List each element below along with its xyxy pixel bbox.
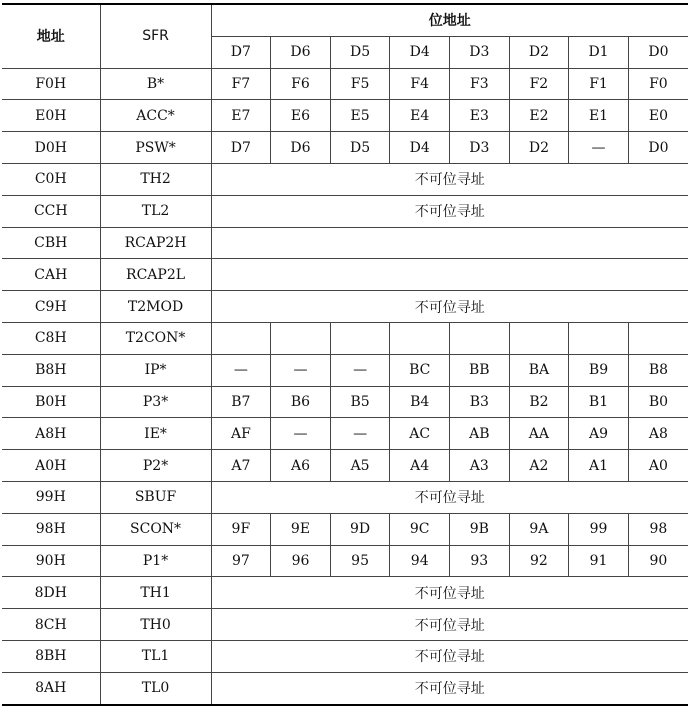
bit-cell: [271, 322, 331, 354]
bit-cell: —: [569, 132, 629, 164]
bit-header: D2: [509, 36, 569, 68]
bit-cell: —: [330, 418, 390, 450]
bit-cell: B7: [211, 386, 271, 418]
bit-cell: —: [211, 354, 271, 386]
bit-cell: AB: [450, 418, 510, 450]
bit-cell: [628, 322, 688, 354]
sfr-cell: PSW*: [100, 132, 211, 164]
bit-header: D6: [271, 36, 331, 68]
addr-cell: B0H: [2, 386, 100, 418]
not-bit-addressable-cell: 不可位寻址: [211, 481, 688, 513]
bit-cell: B6: [271, 386, 331, 418]
bit-cell: B2: [509, 386, 569, 418]
bit-cell: 9C: [390, 513, 450, 545]
table-row: [2, 68, 688, 100]
sfr-cell: ACC*: [100, 100, 211, 132]
table-row: [2, 195, 688, 227]
bit-cell: 95: [330, 545, 390, 577]
header-row-1: [2, 4, 688, 36]
table-row: [2, 386, 688, 418]
bit-cell: 98: [628, 513, 688, 545]
addr-cell: B8H: [2, 354, 100, 386]
addr-cell: CCH: [2, 195, 100, 227]
table-row: [2, 163, 688, 195]
addr-cell: CBH: [2, 227, 100, 259]
sfr-cell: RCAP2L: [100, 259, 211, 291]
bit-cell: D0: [628, 132, 688, 164]
sfr-cell: RCAP2H: [100, 227, 211, 259]
table-row: [2, 672, 688, 704]
bit-cell: F3: [450, 68, 510, 100]
addr-cell: D0H: [2, 132, 100, 164]
sfr-cell: SBUF: [100, 481, 211, 513]
bit-cell: D4: [390, 132, 450, 164]
not-bit-addressable-cell: 不可位寻址: [211, 609, 688, 641]
sfr-cell: TH1: [100, 577, 211, 609]
bit-cell: —: [271, 354, 331, 386]
not-bit-addressable-cell: 不可位寻址: [211, 163, 688, 195]
bit-cell: 9F: [211, 513, 271, 545]
bit-cell: B1: [569, 386, 629, 418]
bit-cell: 91: [569, 545, 629, 577]
bit-cell: BC: [390, 354, 450, 386]
addr-cell: C0H: [2, 163, 100, 195]
bit-header: D5: [330, 36, 390, 68]
bit-cell: 92: [509, 545, 569, 577]
sfr-cell: B*: [100, 68, 211, 100]
bit-cell: F7: [211, 68, 271, 100]
not-bit-addressable-cell: 不可位寻址: [211, 291, 688, 323]
table-body: [2, 4, 688, 705]
bit-cell: E5: [330, 100, 390, 132]
addr-cell: E0H: [2, 100, 100, 132]
bit-cell: [569, 322, 629, 354]
bit-cell: A8: [628, 418, 688, 450]
bit-cell: F1: [569, 68, 629, 100]
bit-cell: F5: [330, 68, 390, 100]
bit-cell: D2: [509, 132, 569, 164]
sfr-cell: P1*: [100, 545, 211, 577]
bit-cell: F2: [509, 68, 569, 100]
sfr-cell: T2MOD: [100, 291, 211, 323]
bit-cell: —: [330, 354, 390, 386]
bit-cell: 90: [628, 545, 688, 577]
bit-cell: B0: [628, 386, 688, 418]
addr-cell: 98H: [2, 513, 100, 545]
sfr-cell: TL0: [100, 672, 211, 704]
addr-cell: 8CH: [2, 609, 100, 641]
bit-cell: F0: [628, 68, 688, 100]
sfr-cell: TL1: [100, 640, 211, 672]
not-bit-addressable-cell: 不可位寻址: [211, 640, 688, 672]
sfr-cell: SCON*: [100, 513, 211, 545]
bit-cell: A0: [628, 450, 688, 482]
bit-cell: E4: [390, 100, 450, 132]
table-row: [2, 227, 688, 259]
sfr-cell: TL2: [100, 195, 211, 227]
bit-cell: 96: [271, 545, 331, 577]
sfr-cell: IE*: [100, 418, 211, 450]
table-row: [2, 481, 688, 513]
bit-cell: E7: [211, 100, 271, 132]
not-bit-addressable-cell: 不可位寻址: [211, 672, 688, 704]
bit-header: D4: [390, 36, 450, 68]
bit-header: D1: [569, 36, 629, 68]
addr-cell: C8H: [2, 322, 100, 354]
bit-cell: E3: [450, 100, 510, 132]
bit-cell: 93: [450, 545, 510, 577]
bit-cell: A1: [569, 450, 629, 482]
bit-header: D0: [628, 36, 688, 68]
bit-cell: A4: [390, 450, 450, 482]
bit-header: D3: [450, 36, 510, 68]
sfr-cell: P3*: [100, 386, 211, 418]
addr-cell: C9H: [2, 291, 100, 323]
bit-cell: [211, 322, 271, 354]
bit-cell: E2: [509, 100, 569, 132]
bit-header: D7: [211, 36, 271, 68]
not-bit-addressable-cell: 不可位寻址: [211, 195, 688, 227]
table-row: [2, 545, 688, 577]
sfr-cell: TH0: [100, 609, 211, 641]
bit-cell: —: [271, 418, 331, 450]
bit-cell: [450, 322, 510, 354]
bit-cell: A7: [211, 450, 271, 482]
sfr-header: SFR: [100, 4, 211, 68]
table-row: [2, 418, 688, 450]
bit-cell: BB: [450, 354, 510, 386]
bit-cell: 9D: [330, 513, 390, 545]
bit-cell: [509, 322, 569, 354]
bit-cell: [390, 322, 450, 354]
bit-cell: E6: [271, 100, 331, 132]
table-row: [2, 132, 688, 164]
sfr-cell: P2*: [100, 450, 211, 482]
bit-cell: B3: [450, 386, 510, 418]
not-bit-addressable-cell: 不可位寻址: [211, 577, 688, 609]
bit-cell: 97: [211, 545, 271, 577]
bit-cell: D5: [330, 132, 390, 164]
bit-cell: A3: [450, 450, 510, 482]
bit-cell: F4: [390, 68, 450, 100]
addr-cell: 8DH: [2, 577, 100, 609]
table-row: [2, 577, 688, 609]
sfr-bit-address-table: [2, 3, 688, 706]
bit-cell: D6: [271, 132, 331, 164]
bit-cell: BA: [509, 354, 569, 386]
bit-cell: D3: [450, 132, 510, 164]
table-row: [2, 100, 688, 132]
bit-cell: 94: [390, 545, 450, 577]
bit-cell: AF: [211, 418, 271, 450]
table-row: [2, 513, 688, 545]
bit-cell: A2: [509, 450, 569, 482]
table-row: [2, 291, 688, 323]
table-row: [2, 259, 688, 291]
bit-cell: D7: [211, 132, 271, 164]
addr-cell: 8BH: [2, 640, 100, 672]
bit-cell: E0: [628, 100, 688, 132]
bit-cell: B4: [390, 386, 450, 418]
bit-cell: A6: [271, 450, 331, 482]
bit-cell: B5: [330, 386, 390, 418]
bit-cell: A9: [569, 418, 629, 450]
sfr-cell: IP*: [100, 354, 211, 386]
bit-cell: 9A: [509, 513, 569, 545]
addr-cell: A0H: [2, 450, 100, 482]
table-row: [2, 609, 688, 641]
bit-addr-header: 位地址: [211, 4, 688, 36]
empty-cell: [211, 259, 688, 291]
addr-cell: 90H: [2, 545, 100, 577]
addr-cell: 8AH: [2, 672, 100, 704]
bit-cell: AA: [509, 418, 569, 450]
table-row: [2, 354, 688, 386]
bit-cell: B8: [628, 354, 688, 386]
table-row: [2, 322, 688, 354]
bit-cell: F6: [271, 68, 331, 100]
addr-cell: A8H: [2, 418, 100, 450]
bit-cell: B9: [569, 354, 629, 386]
bit-cell: A5: [330, 450, 390, 482]
addr-cell: 99H: [2, 481, 100, 513]
addr-cell: F0H: [2, 68, 100, 100]
addr-cell: CAH: [2, 259, 100, 291]
bit-cell: [330, 322, 390, 354]
sfr-cell: TH2: [100, 163, 211, 195]
table-row: [2, 450, 688, 482]
bit-cell: AC: [390, 418, 450, 450]
bit-cell: 99: [569, 513, 629, 545]
addr-header: 地址: [2, 4, 100, 68]
table-row: [2, 640, 688, 672]
bit-cell: E1: [569, 100, 629, 132]
bit-cell: 9B: [450, 513, 510, 545]
bit-cell: 9E: [271, 513, 331, 545]
sfr-cell: T2CON*: [100, 322, 211, 354]
empty-cell: [211, 227, 688, 259]
